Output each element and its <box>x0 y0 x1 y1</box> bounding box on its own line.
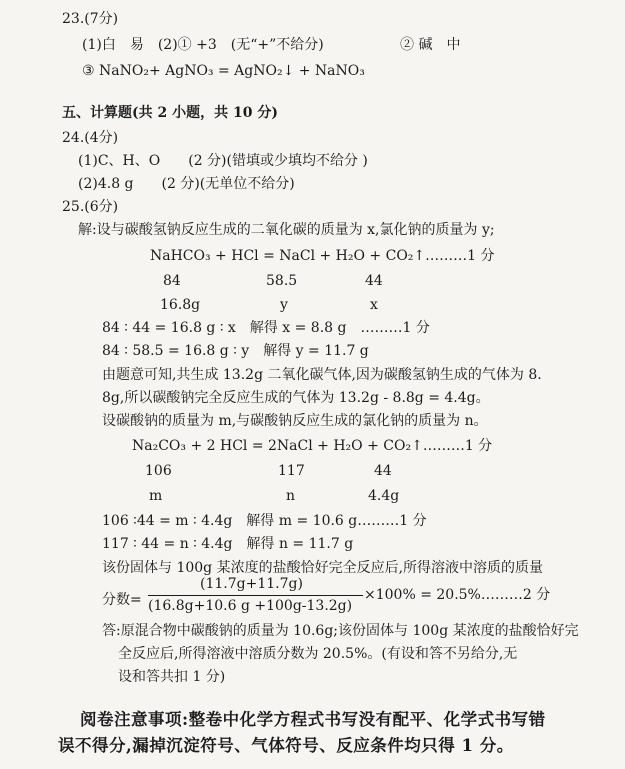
fraction-bar <box>148 595 363 596</box>
equation-2: Na₂CO₃ + 2 HCl = 2NaCl + H₂O + CO₂↑………1 分 <box>132 438 493 454</box>
eq2-value-3: 4.4g <box>368 488 400 504</box>
answer-line-2: 全反应后,所得溶液中溶质分数为 20.5%。(有设和答不另给分,无 <box>118 646 518 662</box>
calc-1: 84 ∶ 44 = 16.8 g ∶ x 解得 x = 8.8 g ………1 分 <box>102 320 430 336</box>
eq2-value-2: n <box>286 488 296 504</box>
para-1-line-1: 由题意可知,共生成 13.2g 二氧化碳气体,因为碳酸氢钠生成的气体为 8. <box>102 367 542 383</box>
q23-line2: ③ NaNO₂+ AgNO₃ = AgNO₂↓ + NaNO₃ <box>82 63 365 79</box>
eq2-mass-1: 106 <box>145 463 172 479</box>
eq1-value-3: x <box>370 297 378 313</box>
para-3: 该份固体与 100g 某浓度的盐酸恰好完全反应后,所得溶液中溶质的质量 <box>102 560 544 576</box>
answer-line-3: 设和答共扣 1 分) <box>118 669 226 685</box>
eq2-mass-3: 44 <box>374 463 392 479</box>
eq2-value-1: m <box>149 488 163 504</box>
q24-header: 24.(4分) <box>62 130 119 146</box>
eq1-mass-2: 58.5 <box>266 273 298 289</box>
q23-header: 23.(7分) <box>62 11 119 27</box>
section-title: 五、计算题(共 2 小题，共 10 分) <box>62 105 278 121</box>
para-1-line-2: 8g,所以碳酸钠完全反应生成的气体为 13.2g - 8.8g = 4.4g。 <box>102 390 490 406</box>
q24-line2: (2)4.8 g (2 分)(无单位不给分) <box>78 176 295 192</box>
eq1-value-1: 16.8g <box>160 297 201 313</box>
q25-intro: 解:设与碳酸氢钠反应生成的二氧化碳的质量为 x,氯化钠的质量为 y; <box>78 222 495 238</box>
eq1-value-2: y <box>280 297 288 313</box>
fraction-numerator: (11.7g+11.7g) <box>200 576 303 592</box>
calc-3: 106 ∶44 = m ∶ 4.4g 解得 m = 10.6 g………1 分 <box>102 513 427 529</box>
fraction-label: 分数= <box>102 592 142 608</box>
grading-notice-line-2: 误不得分,漏掉沉淀符号、气体符号、反应条件均只得 1 分。 <box>58 736 514 755</box>
fraction-result: ×100% = 20.5%………2 分 <box>364 587 551 603</box>
para-2: 设碳酸钠的质量为 m,与碳酸钠反应生成的氯化钠的质量为 n。 <box>102 413 488 429</box>
equation-1: NaHCO₃ + HCl = NaCl + H₂O + CO₂↑………1 分 <box>150 248 495 264</box>
fraction-denominator: (16.8g+10.6 g +100g-13.2g) <box>148 598 353 614</box>
answer-line-1: 答:原混合物中碳酸钠的质量为 10.6g;该份固体与 100g 某浓度的盐酸恰好完 <box>102 623 579 639</box>
eq1-mass-3: 44 <box>365 273 383 289</box>
eq1-mass-1: 84 <box>163 273 181 289</box>
calc-2: 84 ∶ 58.5 = 16.8 g ∶ y 解得 y = 11.7 g <box>102 343 369 359</box>
q23-line1: (1)白 易 (2)① +3 (无“+”不给分) <box>82 37 324 53</box>
q24-line1: (1)C、H、O (2 分)(错填或少填均不给分 ) <box>78 153 368 169</box>
eq2-mass-2: 117 <box>278 463 305 479</box>
grading-notice-line-1: 阅卷注意事项:整卷中化学方程式书写没有配平、化学式书写错 <box>80 710 546 729</box>
q23-line1-b: ② 碱 中 <box>400 37 461 53</box>
q25-header: 25.(6分) <box>62 199 119 215</box>
calc-4: 117 ∶ 44 = n ∶ 4.4g 解得 n = 11.7 g <box>102 536 354 552</box>
